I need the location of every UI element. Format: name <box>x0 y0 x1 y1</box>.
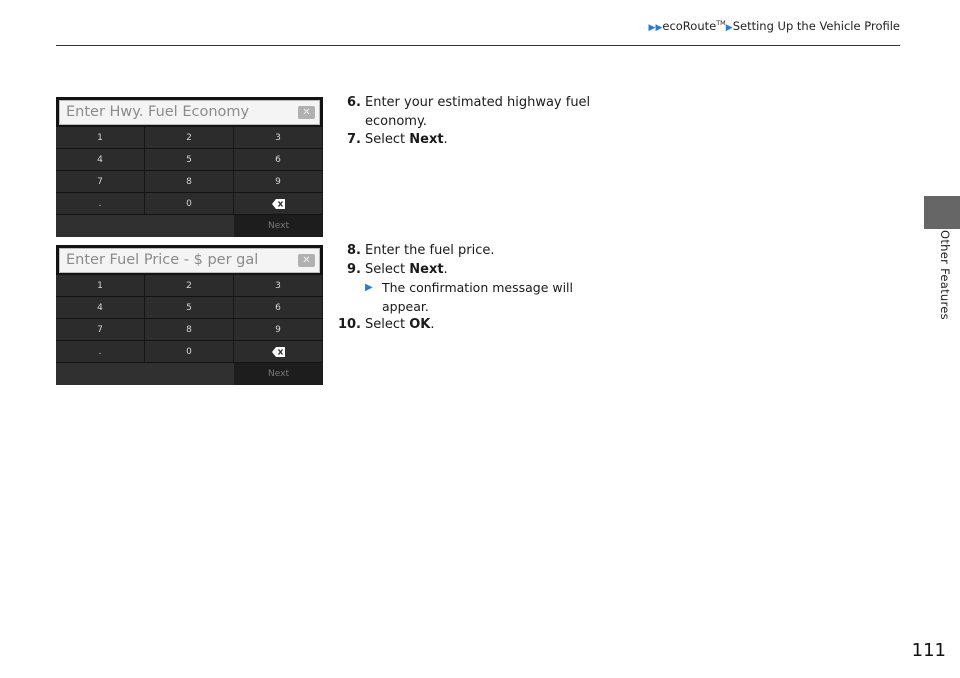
breadcrumb-subsection: Setting Up the Vehicle Profile <box>732 19 900 33</box>
keypad-bottom-row <box>56 215 323 237</box>
numeric-keypad <box>56 127 323 214</box>
entry-field-label: Enter Hwy. Fuel Economy <box>66 104 250 120</box>
step-10 <box>327 316 605 335</box>
key-9[interactable]: 9 <box>234 319 323 340</box>
step-text: Select <box>365 132 410 147</box>
next-button[interactable]: Next <box>234 363 323 385</box>
key-2[interactable]: 2 <box>145 127 234 148</box>
step-9 <box>327 261 605 280</box>
key-decimal[interactable]: . <box>56 341 145 362</box>
step-6 <box>327 94 605 131</box>
key-7[interactable]: 7 <box>56 319 145 340</box>
step-punctuation: . <box>443 261 448 277</box>
entry-field[interactable] <box>59 248 320 273</box>
step-punctuation: . <box>443 132 448 147</box>
breadcrumb <box>649 19 900 33</box>
backspace-button[interactable] <box>234 341 323 362</box>
clear-button[interactable] <box>298 106 315 119</box>
page-number: 111 <box>911 640 946 661</box>
key-3[interactable]: 3 <box>234 275 323 296</box>
entry-field[interactable] <box>59 100 320 125</box>
backspace-button[interactable] <box>234 193 323 214</box>
key-4[interactable]: 4 <box>56 149 145 170</box>
key-0[interactable]: 0 <box>145 193 234 214</box>
arrow-icon: ▶ <box>725 23 733 33</box>
step-number: 9. <box>347 261 361 277</box>
steps-group-2 <box>327 242 612 335</box>
key-5[interactable]: 5 <box>145 149 234 170</box>
breadcrumb-section: ecoRoute <box>662 19 717 33</box>
chapter-label: Other Features <box>938 230 952 320</box>
key-6[interactable]: 6 <box>234 149 323 170</box>
entry-field-label: Enter Fuel Price - $ per gal <box>66 252 259 268</box>
step-8 <box>327 242 605 261</box>
result-arrow-icon: ▶ <box>365 282 373 293</box>
backspace-icon <box>272 347 285 357</box>
step-9-result <box>327 279 612 316</box>
header-divider <box>56 45 900 46</box>
step-text: Select <box>365 261 410 277</box>
close-icon: ✕ <box>302 255 311 266</box>
step-text: Enter your estimated highway fuel economy. <box>365 95 591 129</box>
step-text: Select <box>365 317 410 332</box>
step-emphasis: Next <box>409 261 444 277</box>
key-3[interactable]: 3 <box>234 127 323 148</box>
key-1[interactable]: 1 <box>56 127 145 148</box>
key-6[interactable]: 6 <box>234 297 323 318</box>
key-8[interactable]: 8 <box>145 171 234 192</box>
step-number: 10. <box>337 317 361 332</box>
keypad-bottom-row <box>56 363 323 385</box>
blank-key <box>56 215 234 237</box>
key-5[interactable]: 5 <box>145 297 234 318</box>
step-text: Enter the fuel price. <box>365 243 495 258</box>
step-number: 8. <box>347 243 361 258</box>
key-8[interactable]: 8 <box>145 319 234 340</box>
keypad-screen-hwy-fuel-economy <box>56 97 323 237</box>
key-7[interactable]: 7 <box>56 171 145 192</box>
key-0[interactable]: 0 <box>145 341 234 362</box>
result-text: The confirmation message will appear. <box>382 280 574 314</box>
key-1[interactable]: 1 <box>56 275 145 296</box>
key-4[interactable]: 4 <box>56 297 145 318</box>
steps-group-1 <box>327 94 605 150</box>
keypad-screen-fuel-price <box>56 245 323 385</box>
step-number: 6. <box>347 95 361 110</box>
step-7 <box>327 131 605 150</box>
clear-button[interactable] <box>298 254 315 267</box>
key-2[interactable]: 2 <box>145 275 234 296</box>
backspace-icon <box>272 199 285 209</box>
close-icon: ✕ <box>302 107 311 118</box>
step-punctuation: . <box>430 317 435 332</box>
blank-key <box>56 363 234 385</box>
numeric-keypad <box>56 275 323 362</box>
chapter-tab <box>924 196 960 229</box>
key-9[interactable]: 9 <box>234 171 323 192</box>
step-emphasis: Next <box>409 132 444 147</box>
trademark-mark: TM <box>716 19 726 28</box>
key-decimal[interactable]: . <box>56 193 145 214</box>
step-emphasis: OK <box>409 317 431 332</box>
step-number: 7. <box>347 132 361 147</box>
double-arrow-icon: ▶▶ <box>648 23 663 33</box>
next-button[interactable]: Next <box>234 215 323 237</box>
